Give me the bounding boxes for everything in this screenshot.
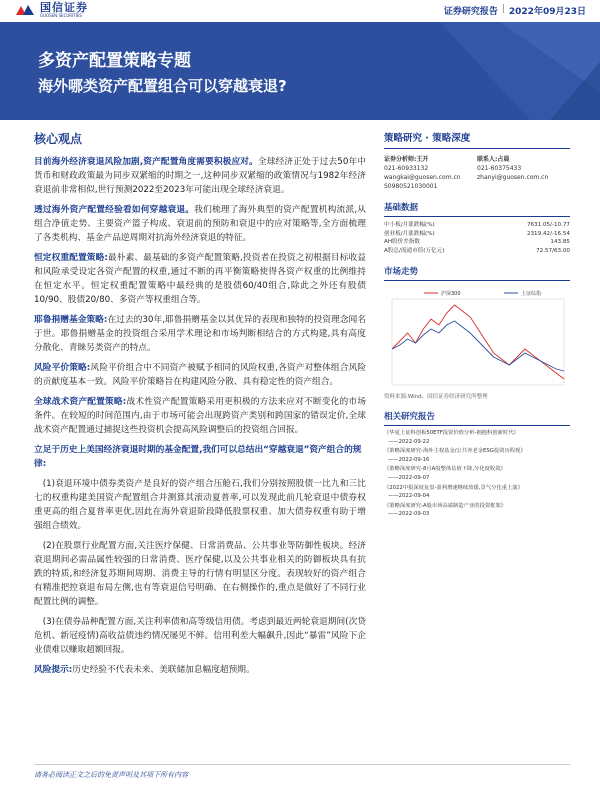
analyst-1 xyxy=(384,155,477,191)
chart-source: 资料来源:Wind、国信证券经济研究所整理 xyxy=(384,394,488,400)
report-meta xyxy=(444,4,586,17)
footer-divider xyxy=(34,764,570,765)
data-row xyxy=(384,247,570,256)
report-type: 证券研究报告 xyxy=(443,7,498,17)
paragraph-4-highlight: 耶鲁捐赠基金策略: xyxy=(34,315,108,325)
related-report-date: ——2022-09-16 xyxy=(388,456,430,463)
data-label: A股总/流通市值(万亿元) xyxy=(384,247,445,254)
market-trend-svg xyxy=(384,285,570,390)
market-trend-heading: 市场走势 xyxy=(384,265,570,281)
analyst-1-cert: S0980521030001 xyxy=(384,183,438,190)
related-report-link[interactable]: 《2022中报深度复盘-盈利增速继续放缓,景气分化重上演》 xyxy=(384,484,523,491)
title-banner xyxy=(0,22,600,120)
analyst-2 xyxy=(477,155,570,191)
meta-separator: | xyxy=(501,4,505,14)
related-report-date: ——2022-09-07 xyxy=(388,474,430,481)
section-title: 核心观点 xyxy=(34,132,83,146)
legend-label: 上证综指 xyxy=(521,291,542,297)
related-report-date: ——2022-09-03 xyxy=(388,511,430,518)
related-reports-heading: 相关研究报告 xyxy=(384,410,570,426)
conclusion-point-3: (3)在债券品种配置方面,关注利率债和高等级信用债。考虑到最近两轮衰退期间(次贷危机、新冠疫情)高收益债违约情况屡见不鲜。信用利差大幅飙升,因此“暴雷”风险下企业债难以赚取超额回报。 xyxy=(34,617,366,655)
company-logo xyxy=(14,0,88,20)
header-bar xyxy=(0,0,600,22)
core-views-column xyxy=(34,130,366,683)
analyst-2-email[interactable]: zhanyi@guosen.com.cn xyxy=(477,174,549,181)
series-line-0 xyxy=(392,305,564,379)
report-date: 2022年09月23日 xyxy=(508,7,586,17)
analyst-1-phone: 021-60933132 xyxy=(384,165,429,172)
logo-name: 国信证券 xyxy=(40,1,88,14)
conclusion-point-1: (1)衰退环境中债券类资产是良好的资产组合压舱石,我们分别按照股债一比九和三比七的权重构建美国资产配置组合并测算其滚动夏普率,可以发现此前几轮衰退中债券权重更高的组合夏普率更优,因此在海外衰退阶段降低股票权重、加大债券权重有助于增强组合绩效。 xyxy=(34,479,366,531)
data-row xyxy=(384,230,570,239)
data-value: 2319.42/-16.54 xyxy=(526,230,570,237)
analyst-1-name: 证券分析师:王开 xyxy=(384,156,429,163)
paragraph-6-highlight: 全球战术资产配置策略: xyxy=(34,397,127,407)
analyst-1-email[interactable]: wangkai@guosen.com.cn xyxy=(384,174,461,181)
data-label: 中小板/月涨跌幅(%) xyxy=(384,222,435,228)
paragraph-1-text: 全球经济正处于过去50年中货币和财政政策最为同步双紧缩的时期之一,这种同步双紧缩的政策情况与1982年经济衰退前非常相似,世行预测2022至2023年可能出现全球经济衰退。 xyxy=(34,157,366,195)
paragraph-3-text: 最朴素、最基础的多资产配置策略,投资者在投资之初根据目标收益和风险承受设定各资产配置的权重,通过不断的再平衡策略使得各资产权重的比例维持在恒定水平。恒定权重配置策略中最经典的是股债60/40组合,除此之外还有股债10/90、股债20/80、多资产等权重组合等。 xyxy=(34,253,366,305)
sidebar xyxy=(384,130,570,521)
paragraph-5-highlight: 风险平价策略: xyxy=(34,363,91,373)
paragraph-2 xyxy=(34,203,366,245)
legend-label: 沪深300 xyxy=(441,291,461,297)
paragraph-1 xyxy=(34,155,366,197)
paragraph-1-highlight: 目前海外经济衰退风险加剧,资产配置角度需要积极应对。 xyxy=(34,157,258,167)
related-report-link[interactable]: 《策略深度研究-A股市场高端制造产业的投资框架》 xyxy=(384,502,507,509)
risk-warning-text: 历史经验不代表未来、美联储加息幅度超预期。 xyxy=(72,665,255,675)
paragraph-6-text: 战术性资产配置策略采用更积极的方法来应对不断变化的市场条件。在较短的时间范围内,由于市场可能会出现跨资产类别和跨国家的错误定价,全球战术资产配置通过捕捉这些投资机会提高风险调整后的投资组合回报。 xyxy=(34,397,366,435)
data-value: 143.85 xyxy=(550,239,570,245)
basic-data-table xyxy=(384,221,570,255)
paragraph-6 xyxy=(34,395,366,437)
data-label: AH股价差指数 xyxy=(384,239,421,245)
logo-english: GUOSEN SECURITIES xyxy=(40,13,82,18)
report-title: 多资产配置策略专题 xyxy=(38,51,191,71)
analyst-2-name: 联系人:占晨 xyxy=(477,156,510,163)
paragraph-3 xyxy=(34,251,366,307)
conclusion-heading: 立足于历史上美国经济衰退时期的基金配置,我们可以总结出“穿越衰退”资产组合的规律: xyxy=(34,445,362,469)
chart-frame xyxy=(392,299,564,385)
paragraph-3-highlight: 恒定权重配置策略: xyxy=(34,253,108,263)
data-row xyxy=(384,238,570,247)
paragraph-4 xyxy=(34,313,366,355)
analyst-2-phone: 021-60375433 xyxy=(477,165,522,172)
market-trend-chart xyxy=(384,285,570,390)
paragraph-5 xyxy=(34,361,366,389)
related-report-link[interactable]: 《策略深度研究-8月A股整体估值下降,分化度收敛》 xyxy=(384,466,506,473)
report-subtitle: 海外哪类资产配置组合可以穿越衰退? xyxy=(38,77,287,95)
data-row xyxy=(384,221,570,230)
banner-decoration xyxy=(380,22,600,120)
data-label: 创业板/月涨跌幅(%) xyxy=(384,230,435,237)
basic-data-heading: 基础数据 xyxy=(384,201,570,217)
related-reports-list xyxy=(384,430,570,519)
paragraph-4-text: 在过去的30年,耶鲁捐赠基金以其优异的表现和独特的投资理念闻名于世。耶鲁捐赠基金的投资组合采用学术理论和市场判断相结合的方式构建,具有高度分散化、青睐另类资产的特点。 xyxy=(34,315,366,353)
conclusion-point-2: (2)在股票行业配置方面,关注医疗保健、日常消费品、公共事业等防御性板块。经济衰退期间必需品属性较强的日常消费、医疗保健,以及公共事业相关的防御板块具有抗跌的特质,和经济复苏期间周期、消费主导的行情有明显区分度。表现较好的资产组合有精准把控衰退布局左侧,也有等衰退信号明确、在右侧操作的,重点是做好了不同行业配置比例的调整。 xyxy=(34,541,366,607)
footer-disclaimer: 请务必阅读正文之后的免责声明及其项下所有内容 xyxy=(34,771,188,779)
paragraph-2-text: 我们梳理了海外典型的资产配置机构流派,从组合净值走势、主要资产篮子构成、衰退前的预防和衰退中的应对策略等,全方面梳理了各类机构、基金产品逆周期对抗海外经济衰退的特征。 xyxy=(34,205,366,243)
analyst-info xyxy=(384,155,570,191)
risk-warning xyxy=(34,663,366,677)
risk-warning-label: 风险提示: xyxy=(34,665,73,675)
sidebar-heading: 策略研究 · 策略深度 xyxy=(384,130,570,149)
paragraph-2-highlight: 透过海外资产配置经验看如何穿越衰退。 xyxy=(34,205,195,215)
related-report-date: ——2022-09-22 xyxy=(388,438,430,445)
paragraph-5-text: 风险平价组合中不同资产被赋予相同的风险权重,各资产对整体组合风险的贡献度基本一致。风险平价策略旨在构建风险分散、具有稳定性的资产组合。 xyxy=(34,363,366,387)
data-value: 72.57/63.00 xyxy=(536,247,570,254)
related-report-link[interactable]: 《华夏上证科创板50ETF投资价值分析-拥抱科创新时代》 xyxy=(384,430,519,436)
logo-mark-icon xyxy=(14,3,36,17)
data-value: 7631.05/-10.77 xyxy=(526,222,570,228)
related-report-link[interactable]: 《策略深度研究-海外主权基金/公共养老金ESG投资历程观》 xyxy=(384,448,526,455)
related-report-date: ——2022-09-04 xyxy=(388,493,430,500)
